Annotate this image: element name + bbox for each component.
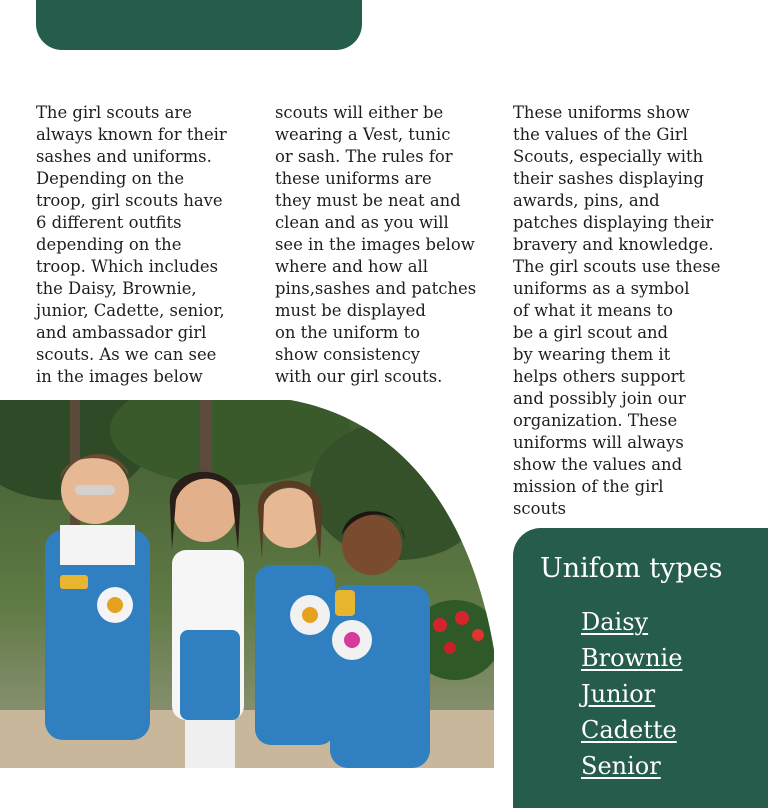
link-senior[interactable]: Senior	[581, 752, 661, 780]
list-item	[581, 676, 682, 712]
uniform-types-title: Unifom types	[540, 553, 723, 584]
list-item	[581, 604, 682, 640]
girl-scouts-photo	[0, 400, 494, 768]
article-column-1: The girl scouts are always known for their sashes and uniforms. Depending on the troop, girl scouts have 6 different outfits depending on the troop. Which includes the Daisy, Brownie, junior, Cadette, senior, and ambassador girl scouts. As we can see in the images below	[36, 103, 227, 386]
uniform-types-list	[581, 604, 682, 784]
title-banner	[36, 0, 362, 50]
list-item	[581, 748, 682, 784]
link-brownie[interactable]: Brownie	[581, 644, 683, 672]
link-daisy[interactable]: Daisy	[581, 608, 649, 636]
uniform-types-box	[513, 528, 768, 808]
link-junior[interactable]: Junior	[581, 680, 656, 708]
list-item	[581, 712, 682, 748]
article-column-3: These uniforms show the values of the Girl Scouts, especially with their sashes displaying awards, pins, and patches displaying their bravery and knowledge. The girl scouts use these uniforms as a symbol of what it means to be a girl scout and by wearing them it helps others support and possibly join our organization. These uniforms will always show the values and mission of the girl scouts	[513, 103, 721, 518]
title-fragment	[206, 0, 296, 6]
link-cadette[interactable]: Cadette	[581, 716, 677, 744]
article-column-2: scouts will either be wearing a Vest, tunic or sash. The rules for these uniforms are they must be neat and clean and as you will see in the images below where and how all pins,sashes and patches must be displayed on the uniform to show consistency with our girl scouts.	[275, 103, 477, 386]
girl-scouts-illustration	[0, 400, 494, 768]
list-item	[581, 640, 682, 676]
